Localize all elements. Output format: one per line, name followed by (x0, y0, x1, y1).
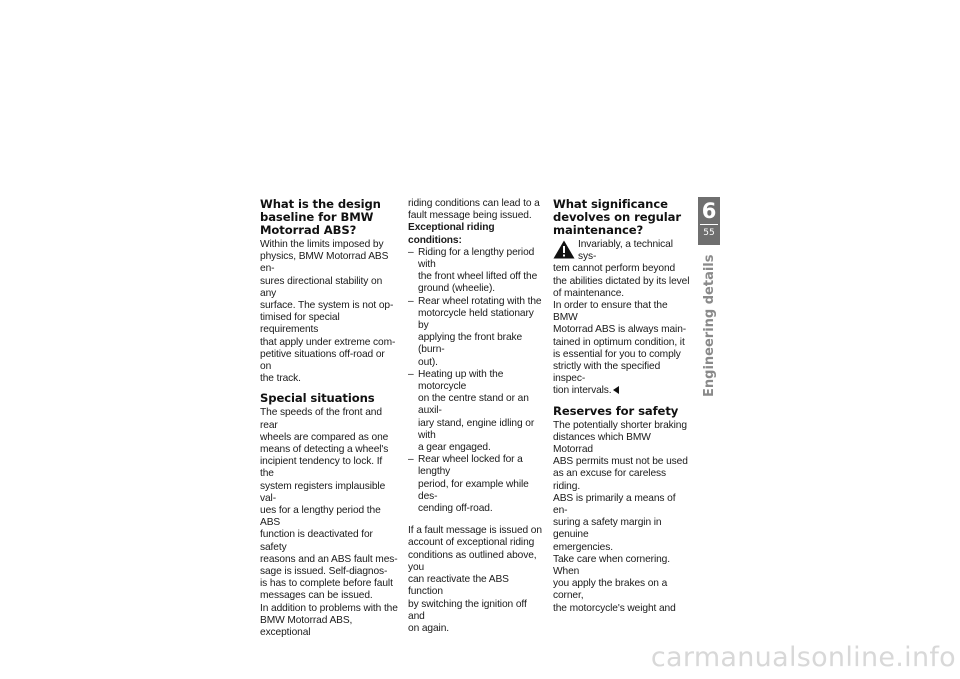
dash-bullet: – (408, 295, 414, 307)
heading-reserves-for-safety: Reserves for safety (553, 403, 679, 418)
list-item (408, 296, 546, 369)
warning-text: Invariably, a technical sys- tem cannot perform beyond the abilities dictated by its level of maintenance. In order to ensure that the BMW Motorrad ABS is always main- tained in optimum condition, it is essential for you to comply strictly with the specified inspec- tion intervals. (553, 239, 690, 397)
paragraph-special-situations: The speeds of the front and rear wheels are compared as one means of detecting a wheel's incipient tendency to lock. If the system registers implausible val- ues for a lengthy period the ABS function is deactivated for safety reasons and an ABS fault mes- sage is issued. Self-diagnos- is has to complete before fault messages can be issued. In addition to problems with the BMW Motorrad ABS, exceptional (260, 407, 398, 639)
chapter-tab-divider (700, 224, 718, 225)
column-3 (553, 198, 691, 615)
chapter-label: Engineering details (702, 254, 717, 397)
paragraph-design-baseline: Within the limits imposed by physics, BMW Motorrad ABS en- sures directional stability on any surface. The system is not op- timised for special requirements that apply under extreme com- petitive situations off-road or on the track. (260, 239, 396, 385)
list-item (408, 369, 546, 454)
heading-design-baseline: What is the design baseline for BMW Motorrad ABS? (260, 197, 381, 237)
warning-block (553, 239, 691, 398)
dash-bullet: – (408, 368, 414, 380)
dash-bullet: – (408, 246, 414, 258)
list-item-text: Rear wheel locked for a lengthy period, for example while des- cending off-road. (418, 454, 529, 515)
list-item (408, 454, 546, 515)
subheading-exceptional-conditions: Exceptional riding conditions: (408, 222, 495, 246)
exceptional-conditions-list (408, 247, 546, 515)
list-item-text: Riding for a lengthy period with the front wheel lifted off the ground (wheelie). (418, 246, 538, 295)
column-1 (260, 198, 398, 639)
list-item (408, 247, 546, 296)
paragraph-reserves-for-safety: The potentially shorter braking distances which BMW Motorrad ABS permits must not be used as an excuse for careless riding. ABS is primarily a means of en- suring a safety margin in genuine emergencies. Take care when cornering. When you apply the brakes on a corner, the motorcycle's weight and (553, 419, 688, 614)
chapter-number: 6 (701, 199, 717, 223)
dash-bullet: – (408, 454, 414, 466)
heading-maintenance: What significance devolves on regular maintenance? (553, 197, 682, 237)
paragraph-continued: riding conditions can lead to a fault message being issued. (408, 198, 540, 222)
warning-triangle-icon (553, 240, 575, 259)
column-2 (408, 198, 546, 635)
end-of-section-arrow-icon (613, 386, 619, 394)
watermark: carmanualsonline.info (650, 642, 956, 673)
list-item-text: Rear wheel rotating with the motorcycle held stationary by applying the front brake (burn- out). (418, 295, 542, 368)
list-item-text: Heating up with the motorcycle on the centre stand or an auxil- iary stand, engine idling or with a gear engaged. (418, 368, 535, 454)
heading-special-situations: Special situations (260, 391, 375, 406)
page-number: 55 (703, 228, 715, 238)
paragraph-reactivate-abs: If a fault message is issued on account of exceptional riding conditions as outlined above, you can reactivate the ABS function by switching the ignition off and on again. (408, 525, 542, 634)
